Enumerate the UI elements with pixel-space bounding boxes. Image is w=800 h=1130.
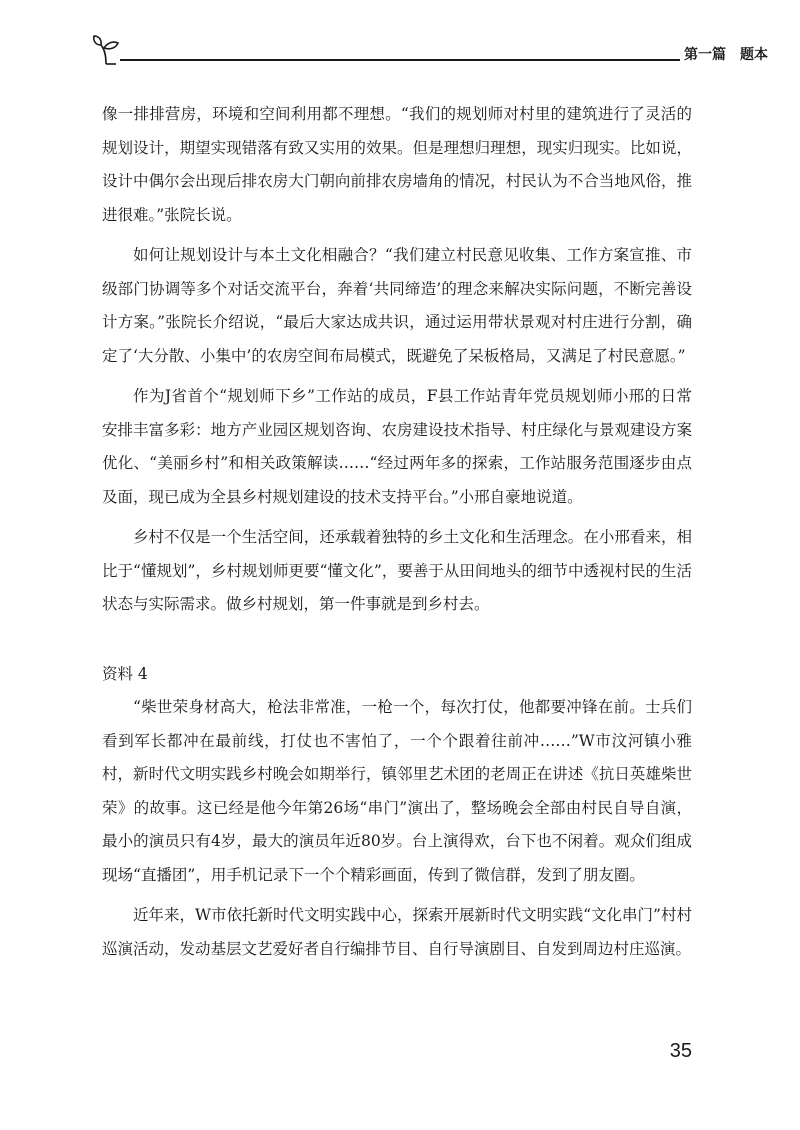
paragraph: 乡村不仅是一个生活空间，还承载着独特的乡土文化和生活理念。在小邢看来，相比于“懂规划”，乡村规划师更要“懂文化”，要善于从田间地头的细节中透视村民的生活状态与实际需求。做乡村规划，第一件事就是到乡村去。 <box>102 528 692 613</box>
paragraph: “柴世荣身材高大，枪法非常准，一枪一个，每次打仗，他都要冲锋在前。士兵们看到军长都冲在最前线，打仗也不害怕了，一个个跟着往前冲……”W市汶河镇小雅村，新时代文明实践乡村晚会如期举行，镇邻里艺术团的老周正在讲述《抗日英雄柴世荣》的故事。这已经是他今年第26场“串门”演出了，整场晚会全部由村民自导自演，最小的演员只有4岁，最大的演员年近80岁。台上演得欢，台下也不闲着。观众们组成现场“直播团”，用手机记录下一个个精彩画面，传到了微信群，发到了朋友圈。 <box>102 698 692 884</box>
header-rule <box>120 59 680 61</box>
page-number: 35 <box>669 1040 692 1062</box>
paragraph: 近年来，W市依托新时代文明实践中心，探索开展新时代文明实践“文化串门”村村巡演活动，发动基层文艺爱好者自行编排节目、自行导演剧目、自发到周边村庄巡演。 <box>102 906 692 958</box>
paragraph-continued: 像一排排营房，环境和空间利用都不理想。“我们的规划师对村里的建筑进行了灵活的规划设计，期望实现错落有致又实用的效果。但是理想归理想，现实归现实。比如说，设计中偶尔会出现后排农房大门朝向前排农房墙角的情况，村民认为不合当地风俗，推进很难。”张院长说。 <box>102 105 692 224</box>
paragraph: 作为J省首个“规划师下乡”工作站的成员，F县工作站青年党员规划师小邢的日常安排丰富多彩：地方产业园区规划咨询、农房建设技术指导、村庄绿化与景观建设方案优化、“美丽乡村”和相关政策解读……“经过两年多的探索，工作站服务范围逐步由点及面，现已成为全县乡村规划建设的技术支持平台。”小邢自豪地说道。 <box>102 387 692 506</box>
page-body <box>102 98 692 966</box>
section-heading: 资料 4 <box>102 664 148 683</box>
chapter-title: 第一篇 题本 <box>684 47 768 63</box>
paragraph: 如何让规划设计与本土文化相融合？“我们建立村民意见收集、工作方案宣推、市级部门协调等多个对话交流平台，奔着‘共同缔造’的理念来解决实际问题，不断完善设计方案。”张院长介绍说，“最后大家达成共识，通过运用带状景观对村庄进行分割，确定了‘大分散、小集中’的农房空间布局模式，既避免了呆板格局，又满足了村民意愿。” <box>102 246 692 365</box>
running-header <box>92 30 768 70</box>
sprout-icon <box>92 32 122 66</box>
